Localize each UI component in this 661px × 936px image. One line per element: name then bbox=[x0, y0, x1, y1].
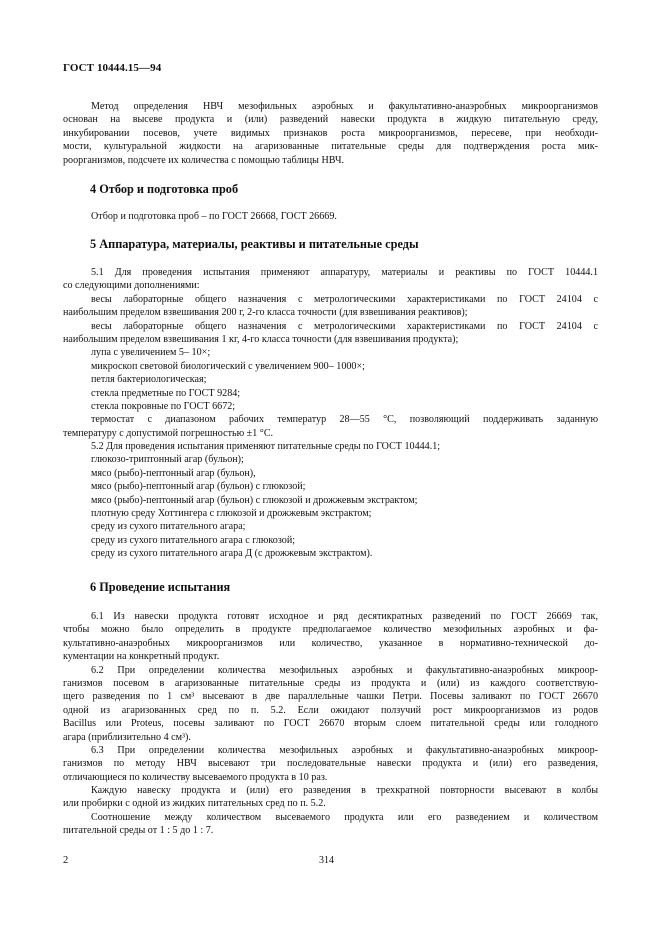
text-line: мясо (рыбо)-пептонный агар (бульон), bbox=[91, 467, 256, 479]
text-line: наибольшим пределом взвешивания 1 кг, 4-го класса точности (для взвешивания продукта); bbox=[63, 333, 459, 345]
document-header: ГОСТ 10444.15—94 bbox=[63, 62, 162, 74]
section-4-heading: 4 Отбор и подготовка проб bbox=[90, 182, 239, 196]
sheet-number: 314 bbox=[319, 855, 334, 866]
text-line: наибольшим пределом взвешивания 200 г, 2-го класса точности (для взвешивания реактивов); bbox=[63, 307, 468, 319]
text-line: культативно-анаэробных микроорганизмов или количество, указанное в нормативно-технической до- bbox=[63, 637, 598, 649]
text-line: лупа с увеличением 5– 10×; bbox=[91, 347, 211, 359]
section-4-body bbox=[63, 210, 598, 223]
text-line: ганизмов посевом в агаризованные питательные среды из продукта и (или) из каждого соответствую- bbox=[63, 677, 598, 689]
text-line: среду из сухого питательного агара Д (с дрожжевым экстрактом). bbox=[91, 548, 373, 560]
text-line: щего разведения по 1 см³ высевают в две параллельные чашки Петри. Посевы заливают по ГОСТ 26670 bbox=[63, 691, 598, 703]
text-line: 6.1 Из навески продукта готовят исходное и ряд десятикратных разведений по ГОСТ 26669 так, bbox=[91, 611, 598, 622]
text-line: или пробирки с одной из жидких питательных сред по п. 5.2. bbox=[63, 798, 326, 810]
text-line: термостат с диапазоном рабочих температур 28—55 °С, позволяющий поддерживать заданную bbox=[91, 414, 598, 426]
section-5-body bbox=[63, 266, 598, 561]
text-line: 5.1 Для проведения испытания применяют аппаратуру, материалы и реактивы по ГОСТ 10444.1 bbox=[91, 267, 598, 278]
text-line: Метод определения НВЧ мезофильных аэробных и факультативно-анаэробных микроорганизмов bbox=[91, 101, 598, 112]
text-line: Отбор и подготовка проб – по ГОСТ 26668, ГОСТ 26669. bbox=[91, 211, 337, 222]
text-line: агара (приблизительно 4 см³). bbox=[63, 731, 191, 743]
text-line: одной из агаризованных сред по п. 5.2. Если ожидают ползучий рост микроорганизмов из родов bbox=[63, 704, 598, 716]
text-line: среду из сухого питательного агара с глюкозой; bbox=[91, 534, 296, 546]
text-line: среду из сухого питательного агара; bbox=[91, 521, 246, 533]
text-line: весы лабораторные общего назначения с метрологическими характеристиками по ГОСТ 24104 с bbox=[91, 293, 598, 305]
text-line: 6.2 При определении количества мезофильных аэробных и факультативно-анаэробных микроор- bbox=[91, 664, 598, 676]
text-line: Соотношение между количеством высеваемого продукта или его разведением и количеством bbox=[91, 811, 598, 823]
text-line: глюкозо-триптонный агар (бульон); bbox=[91, 454, 244, 466]
section-5-heading: 5 Аппаратура, материалы, реактивы и питательные среды bbox=[90, 237, 419, 251]
text-line: петля бактериологическая; bbox=[91, 374, 207, 386]
text-line: инкубировании посевов, учете видимых признаков роста микроорганизмов, пересеве, при необходи- bbox=[63, 127, 598, 139]
text-line: микроскоп световой биологический с увеличением 900– 1000×; bbox=[91, 360, 365, 372]
page-number: 2 bbox=[63, 855, 69, 866]
text-line: Каждую навеску продукта и (или) его разведения в трехкратной повторности высевают в колбы bbox=[91, 785, 598, 797]
text-line: 6.3 При определении количества мезофильных аэробных и факультативно-анаэробных микроор- bbox=[91, 744, 598, 756]
text-line: 5.2 Для проведения испытания применяют питательные среды по ГОСТ 10444.1; bbox=[91, 441, 441, 453]
text-line: ганизмов по методу НВЧ высевают три последовательные навески продукта и (или) его разведения, bbox=[63, 758, 598, 770]
text-line: роорганизмов, подсчете их количества с помощью таблицы НВЧ. bbox=[63, 154, 345, 166]
text-line: чтобы можно было определить в продукте предполагаемое количество мезофильных аэробных и фа- bbox=[63, 624, 598, 636]
text-line: мясо (рыбо)-пептонный агар (бульон) с глюкозой и дрожжевым экстрактом; bbox=[91, 494, 418, 506]
text-line: мости, культуральной жидкости на агаризованные питательные среды для подтверждения роста мик- bbox=[63, 141, 598, 153]
section-6-body bbox=[63, 610, 598, 838]
text-line: температуру с допустимой погрешностью ±1 °С. bbox=[63, 427, 274, 439]
text-line: отличающиеся по количеству высеваемого продукта в 10 раз. bbox=[63, 771, 328, 783]
text-line: мясо (рыбо)-пептонный агар (бульон) с глюкозой; bbox=[91, 481, 306, 493]
text-line: Bacillus или Proteus, посевы заливают по ГОСТ 26670 вторым слоем питательной среды или голодного bbox=[63, 718, 598, 730]
text-line: весы лабораторные общего назначения с метрологическими характеристиками по ГОСТ 24104 с bbox=[91, 320, 598, 332]
text-line: питательной среды от 1 : 5 до 1 : 7. bbox=[63, 825, 214, 837]
section-6-heading: 6 Проведение испытания bbox=[90, 580, 231, 594]
text-line: стекла предметные по ГОСТ 9284; bbox=[91, 387, 241, 399]
text-line: плотную среду Хоттингера с глюкозой и дрожжевым экстрактом; bbox=[91, 508, 372, 520]
text-line: кументации на конкретный продукт. bbox=[63, 651, 220, 663]
text-line: основан на высеве продукта и (или) разведений навески продукта в жидкую питательную среду, bbox=[63, 114, 598, 126]
text-line: стекла покровные по ГОСТ 6672; bbox=[91, 400, 236, 412]
intro-paragraph bbox=[63, 100, 598, 167]
text-line: со следующими дополнениями: bbox=[63, 280, 200, 292]
